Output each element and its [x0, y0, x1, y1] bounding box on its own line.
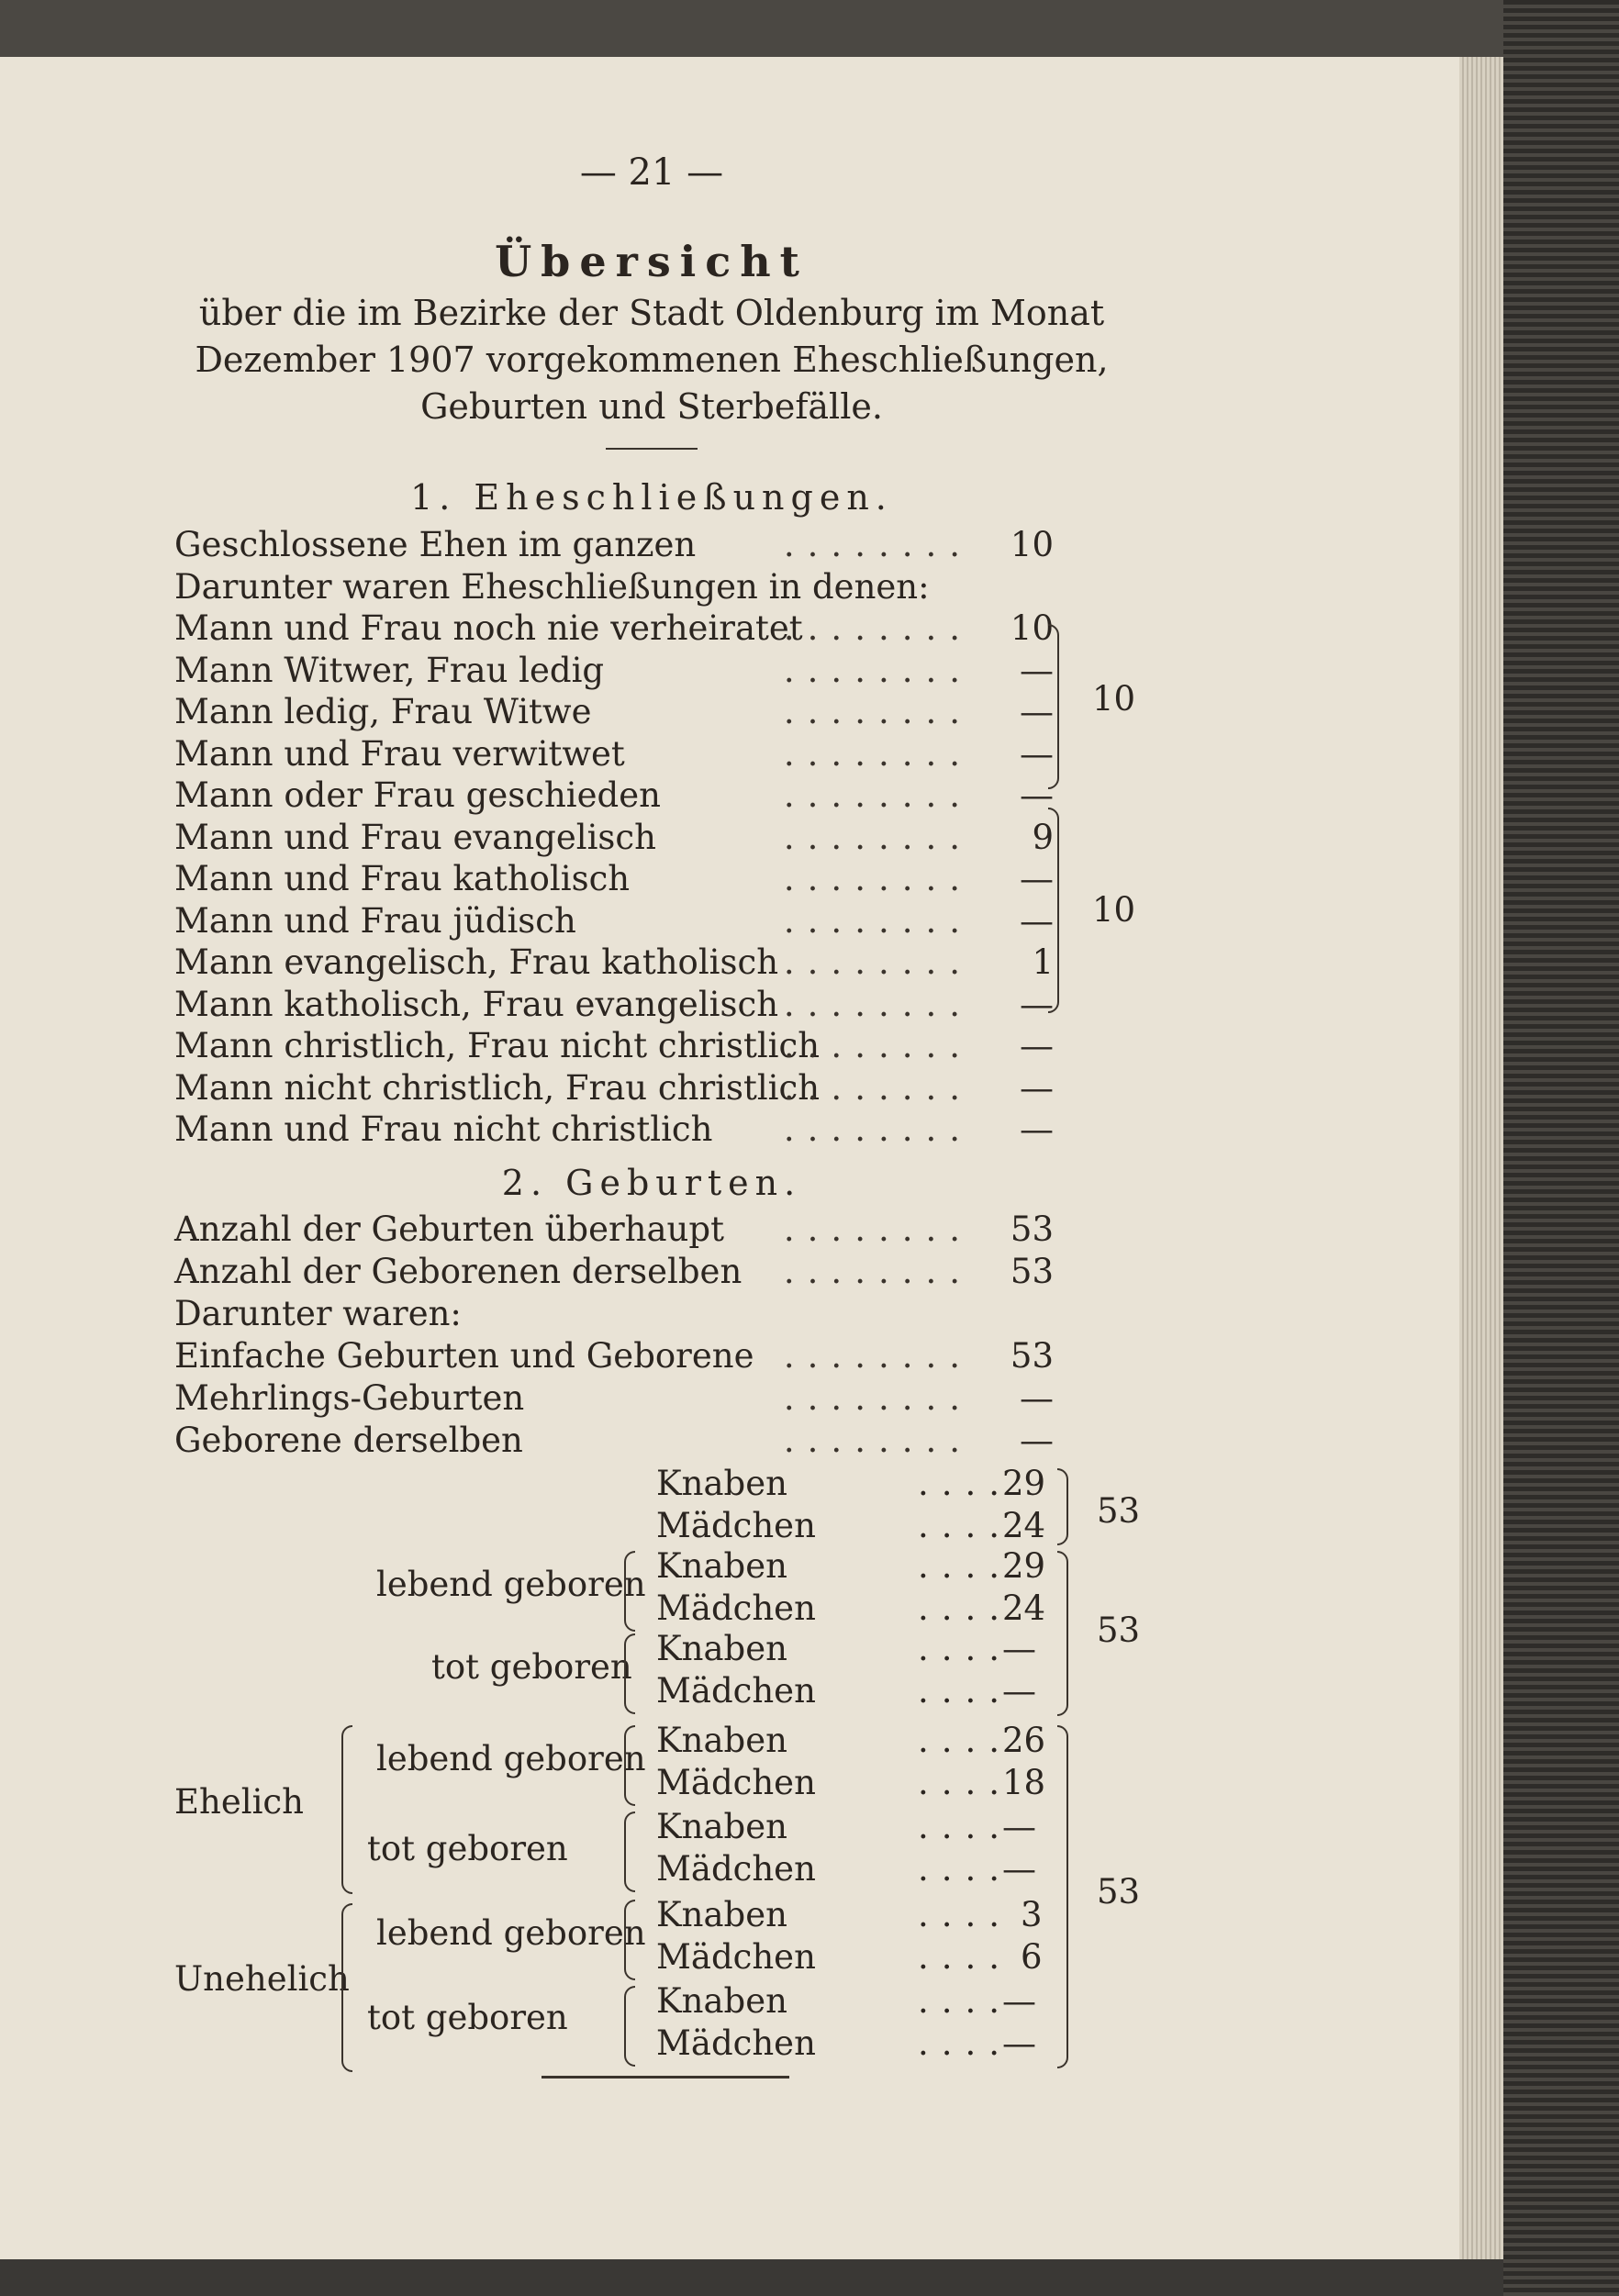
label-legit-alive: lebend geboren: [376, 1739, 646, 1778]
marriage-row: [174, 567, 1055, 607]
sum-legitimacy: 53: [1097, 1872, 1141, 1911]
marriage-row: [174, 818, 1055, 858]
marriage-row-value: —: [1020, 1026, 1054, 1065]
leader-dots: ........: [783, 1026, 973, 1065]
marriage-row-label: Mann ledig, Frau Witwe: [174, 692, 592, 731]
birth-row-value: 53: [1010, 1336, 1054, 1376]
dots: ....: [918, 1981, 1013, 2021]
label-legit-dead-boys: Knaben: [656, 1807, 787, 1846]
brace-dead: [624, 1633, 635, 1714]
sum-sex-total: 53: [1097, 1491, 1141, 1531]
label-legit-alive-boys: Knaben: [656, 1721, 787, 1760]
label-boys-total: Knaben: [656, 1464, 787, 1503]
birth-row-label: Mehrlings-Geburten: [174, 1378, 525, 1418]
birth-row-label: Anzahl der Geburten überhaupt: [174, 1209, 724, 1249]
brace-illegit-dead: [624, 1986, 635, 2067]
divider: [606, 448, 698, 450]
leader-dots: ........: [783, 775, 973, 815]
dots: ....: [918, 1849, 1013, 1889]
leader-dots: ........: [783, 733, 973, 774]
marriage-row-label: Mann und Frau evangelisch: [174, 817, 656, 857]
bottom-divider: [542, 2076, 789, 2079]
marriage-row-value: —: [1020, 775, 1054, 815]
dots: ....: [918, 1506, 1013, 1545]
value-alive-girls: 24: [1002, 1588, 1046, 1628]
value-dead-girls: —: [1002, 1671, 1036, 1711]
birth-row-value: —: [1020, 1421, 1054, 1460]
marriage-row: [174, 1109, 1055, 1150]
birth-row: [174, 1378, 1055, 1419]
brace-legit-alive: [624, 1725, 635, 1806]
label-dead: tot geboren: [431, 1647, 632, 1687]
value-legit-alive-boys: 26: [1002, 1721, 1046, 1760]
birth-row-value: 53: [1010, 1209, 1054, 1249]
book-top-edge: [0, 0, 1503, 57]
leader-dots: ........: [783, 1067, 973, 1108]
leader-dots: ........: [783, 942, 973, 982]
sum-alive-dead: 53: [1097, 1611, 1141, 1650]
subtitle-line-2: Dezember 1907 vorgekommenen Eheschließungen,: [195, 340, 1109, 380]
birth-row: [174, 1336, 1055, 1376]
label-illegitimate: Unehelich: [174, 1959, 350, 1999]
birth-row-value: 53: [1010, 1252, 1054, 1291]
marriage-row-label: Mann christlich, Frau nicht christlich: [174, 1026, 821, 1065]
marriage-row: [174, 525, 1055, 565]
marriage-row: [174, 734, 1055, 775]
marriage-row-label: Mann Witwer, Frau ledig: [174, 650, 605, 690]
marriage-row-label: Geschlossene Ehen im ganzen: [174, 525, 697, 564]
marriage-row: [174, 901, 1055, 942]
total-religion: 10: [1092, 890, 1136, 930]
label-illegit-alive-girls: Mädchen: [656, 1937, 816, 1977]
marriage-row-label: Mann und Frau jüdisch: [174, 900, 576, 941]
marriage-row-label: Mann katholisch, Frau evangelisch: [174, 984, 779, 1024]
page-number: — 21 —: [579, 151, 724, 194]
page-title: Übersicht: [495, 237, 809, 286]
label-alive: lebend geboren: [376, 1565, 646, 1604]
marriage-row-label: Mann und Frau katholisch: [174, 859, 631, 898]
marriage-row: [174, 1068, 1055, 1109]
marriage-row-value: 1: [1032, 942, 1054, 982]
label-legit-dead-girls: Mädchen: [656, 1849, 816, 1889]
marriage-row-value: —: [1020, 859, 1054, 898]
leader-dots: ........: [783, 984, 973, 1024]
marriage-row: [174, 1026, 1055, 1066]
dots: ....: [918, 1464, 1013, 1503]
marriage-row: [174, 942, 1055, 983]
marriage-row-label: Mann oder Frau geschieden: [174, 775, 661, 815]
dots: ....: [918, 1629, 1013, 1668]
label-alive-girls: Mädchen: [656, 1588, 816, 1628]
label-legit-alive-girls: Mädchen: [656, 1763, 816, 1802]
book-spine: [1503, 0, 1619, 2296]
leader-dots: ........: [783, 1421, 973, 1460]
marriage-row-label: Mann nicht christlich, Frau christlich: [174, 1067, 821, 1108]
marriage-row-value: —: [1020, 1109, 1054, 1149]
marriage-row: [174, 859, 1055, 899]
brace-illegit-alive: [624, 1900, 635, 1980]
marriage-row-label: Mann und Frau verwitwet: [174, 733, 625, 774]
label-illegit-alive-boys: Knaben: [656, 1895, 787, 1934]
marriage-row-value: —: [1020, 692, 1054, 731]
marriage-row-value: —: [1020, 900, 1054, 941]
birth-row: [174, 1294, 1055, 1334]
brace-alive-dead: [1057, 1551, 1068, 1716]
birth-row-label: Geborene derselben: [174, 1421, 523, 1460]
dots: ....: [918, 1937, 1013, 1977]
birth-row: [174, 1209, 1055, 1250]
dots: ....: [918, 1546, 1013, 1586]
marriage-row-label: Mann evangelisch, Frau katholisch: [174, 942, 779, 982]
marriage-row-value: 9: [1032, 817, 1054, 857]
dots: ....: [918, 1671, 1013, 1711]
value-illegit-alive-boys: 3: [1021, 1895, 1043, 1934]
section-heading-births: 2. Geburten.: [501, 1163, 802, 1203]
leader-dots: ........: [783, 692, 973, 731]
marriage-row: [174, 651, 1055, 691]
label-dead-boys: Knaben: [656, 1629, 787, 1668]
marriage-row: [174, 692, 1055, 732]
marriage-row: [174, 985, 1055, 1025]
marriage-row-value: —: [1020, 733, 1054, 774]
leader-dots: ........: [783, 608, 973, 648]
dots: ....: [918, 2023, 1013, 2063]
leader-dots: ........: [783, 859, 973, 898]
marriage-row: [174, 608, 1055, 649]
dots: ....: [918, 1895, 1013, 1934]
leader-dots: ........: [783, 817, 973, 857]
label-legitimate: Ehelich: [174, 1782, 304, 1822]
label-dead-girls: Mädchen: [656, 1671, 816, 1711]
label-illegit-dead-girls: Mädchen: [656, 2023, 816, 2063]
brace-legitimacy: [1057, 1725, 1068, 2068]
value-illegit-dead-boys: —: [1002, 1981, 1036, 2021]
dots: ....: [918, 1721, 1013, 1760]
birth-row-label: Einfache Geburten und Geborene: [174, 1336, 754, 1376]
label-illegit-dead: tot geboren: [367, 1998, 568, 2037]
brace-religion: [1048, 808, 1059, 1013]
marriage-row-value: —: [1020, 984, 1054, 1024]
label-legit-dead: tot geboren: [367, 1829, 568, 1868]
brace-alive: [624, 1551, 635, 1632]
dots: ....: [918, 1763, 1013, 1802]
marriage-row-value: —: [1020, 1067, 1054, 1108]
birth-row: [174, 1421, 1055, 1461]
leader-dots: ........: [783, 1378, 973, 1418]
birth-row-value: —: [1020, 1378, 1054, 1418]
dots: ....: [918, 1588, 1013, 1628]
brace-marital-status: [1048, 624, 1059, 789]
section-heading-marriages: 1. Eheschließungen.: [410, 477, 893, 518]
total-marital-status: 10: [1092, 679, 1136, 719]
value-legit-alive-girls: 18: [1002, 1763, 1046, 1802]
leader-dots: ........: [783, 650, 973, 690]
label-illegit-alive: lebend geboren: [376, 1913, 646, 1953]
marriage-row-label: Mann und Frau nicht christlich: [174, 1109, 713, 1149]
leader-dots: ........: [783, 1252, 973, 1291]
marriage-row-value: 10: [1010, 608, 1054, 648]
page-stack-edge: [1459, 57, 1503, 2259]
leader-dots: ........: [783, 525, 973, 564]
brace-sex-total: [1057, 1468, 1068, 1545]
value-illegit-alive-girls: 6: [1021, 1937, 1043, 1977]
marriage-row-value: —: [1020, 650, 1054, 690]
subtitle-line-1: über die im Bezirke der Stadt Oldenburg im Monat: [198, 293, 1105, 333]
marriage-row: [174, 775, 1055, 816]
subtitle-line-3: Geburten und Sterbefälle.: [420, 386, 883, 427]
marriage-row-label: Darunter waren Eheschließungen in denen:: [174, 566, 930, 607]
birth-row-label: Anzahl der Geborenen derselben: [174, 1252, 743, 1291]
label-girls-total: Mädchen: [656, 1506, 816, 1545]
leader-dots: ........: [783, 1109, 973, 1149]
brace-legitimate: [341, 1725, 352, 1894]
label-alive-boys: Knaben: [656, 1546, 787, 1586]
marriage-row-value: 10: [1010, 525, 1054, 564]
value-legit-dead-boys: —: [1002, 1807, 1036, 1846]
leader-dots: ........: [783, 900, 973, 941]
value-dead-boys: —: [1002, 1629, 1036, 1668]
value-boys-total: 29: [1002, 1464, 1046, 1503]
brace-legit-dead: [624, 1811, 635, 1892]
label-illegit-dead-boys: Knaben: [656, 1981, 787, 2021]
value-legit-dead-girls: —: [1002, 1849, 1036, 1889]
leader-dots: ........: [783, 1336, 973, 1376]
leader-dots: ........: [783, 1209, 973, 1249]
value-illegit-dead-girls: —: [1002, 2023, 1036, 2063]
value-girls-total: 24: [1002, 1506, 1046, 1545]
dots: ....: [918, 1807, 1013, 1846]
brace-illegitimate: [341, 1903, 352, 2072]
birth-row-label: Darunter waren:: [174, 1294, 462, 1333]
value-alive-boys: 29: [1002, 1546, 1046, 1586]
marriage-row-label: Mann und Frau noch nie verheiratet: [174, 608, 803, 648]
birth-row: [174, 1252, 1055, 1292]
